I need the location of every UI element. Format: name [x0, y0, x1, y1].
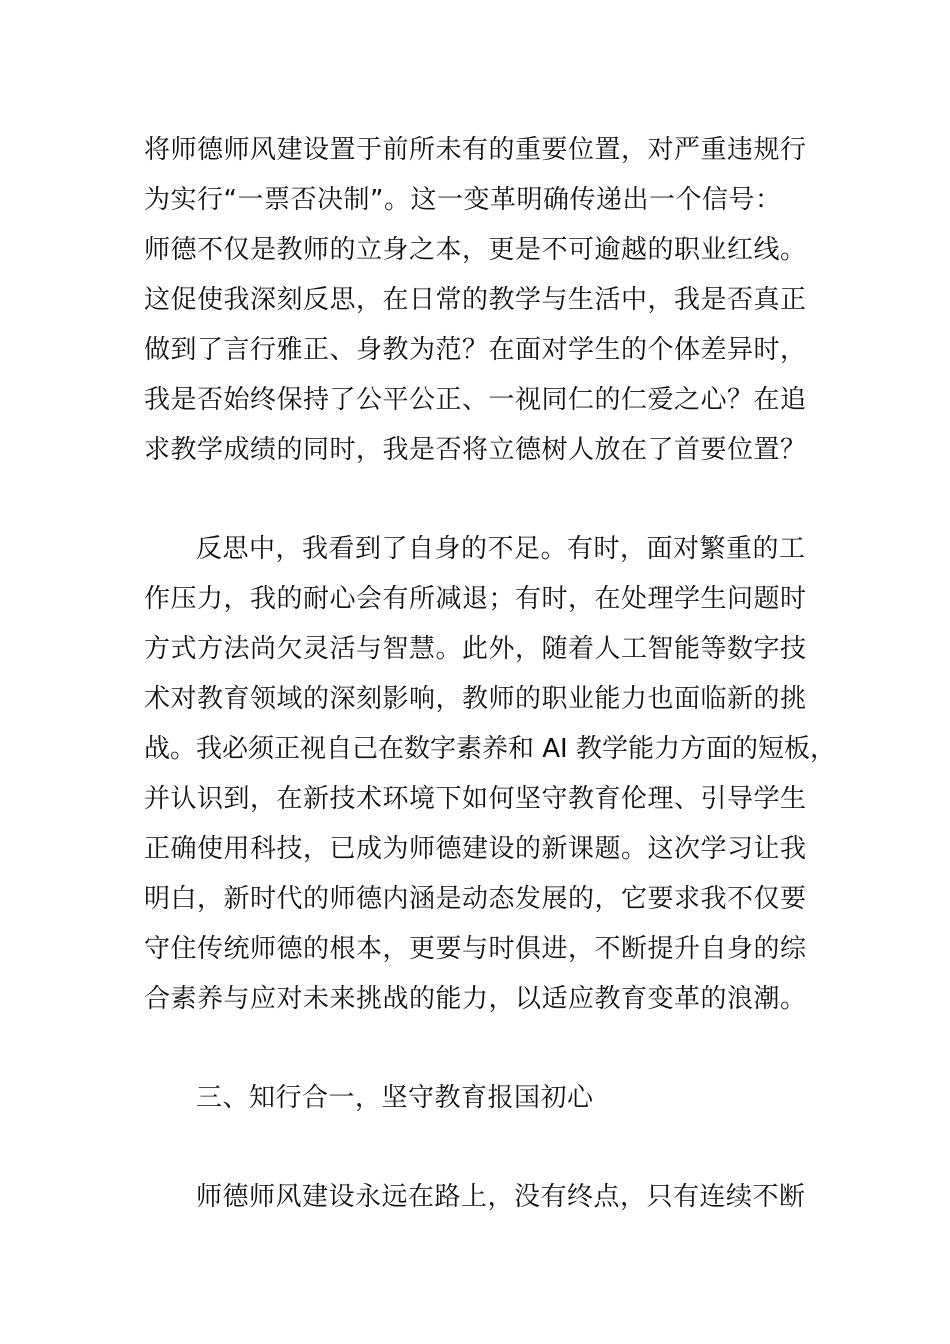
paragraph-line: 师德师风建设永远在路上，没有终点，只有连续不断 — [196, 1182, 806, 1212]
paragraph-line: 战。我必须正视自己在数字素养和 AI 教学能力方面的短板， — [144, 734, 836, 764]
paragraph-line: 反思中，我看到了自身的不足。有时，面对繁重的工 — [196, 534, 806, 564]
paragraph-line: 明白，新时代的师德内涵是动态发展的，它要求我不仅要 — [144, 884, 807, 914]
paragraph-line: 作压力，我的耐心会有所减退；有时，在处理学生问题时 — [144, 584, 807, 614]
paragraph-line: 做到了言行雅正、身教为范？在面对学生的个体差异时， — [144, 335, 807, 365]
paragraph-line: 我是否始终保持了公平公正、一视同仁的仁爱之心？在追 — [144, 385, 807, 415]
paragraph-line: 这促使我深刻反思，在日常的教学与生活中，我是否真正 — [144, 285, 807, 315]
paragraph-line: 求教学成绩的同时，我是否将立德树人放在了首要位置？ — [144, 435, 807, 465]
paragraph-line: 将师德师风建设置于前所未有的重要位置，对严重违规行 — [144, 135, 807, 165]
paragraph-line: 方式方法尚欠灵活与智慧。此外，随着人工智能等数字技 — [144, 634, 807, 664]
paragraph-line: 正确使用科技，已成为师德建设的新课题。这次学习让我 — [144, 834, 807, 864]
paragraph-line: 为实行“一票否决制”。这一变革明确传递出一个信号： — [144, 185, 782, 215]
section-heading: 三、知行合一，坚守教育报国初心 — [196, 1083, 594, 1113]
paragraph-line: 合素养与应对未来挑战的能力，以适应教育变革的浪潮。 — [144, 984, 807, 1014]
paragraph-line: 守住传统师德的根本，更要与时俱进，不断提升自身的综 — [144, 934, 807, 964]
paragraph-line: 术对教育领域的深刻影响，教师的职业能力也面临新的挑 — [144, 684, 807, 714]
paragraph-line: 师德不仅是教师的立身之本，更是不可逾越的职业红线。 — [144, 235, 807, 265]
paragraph-line: 并认识到，在新技术环境下如何坚守教育伦理、引导学生 — [144, 784, 807, 814]
